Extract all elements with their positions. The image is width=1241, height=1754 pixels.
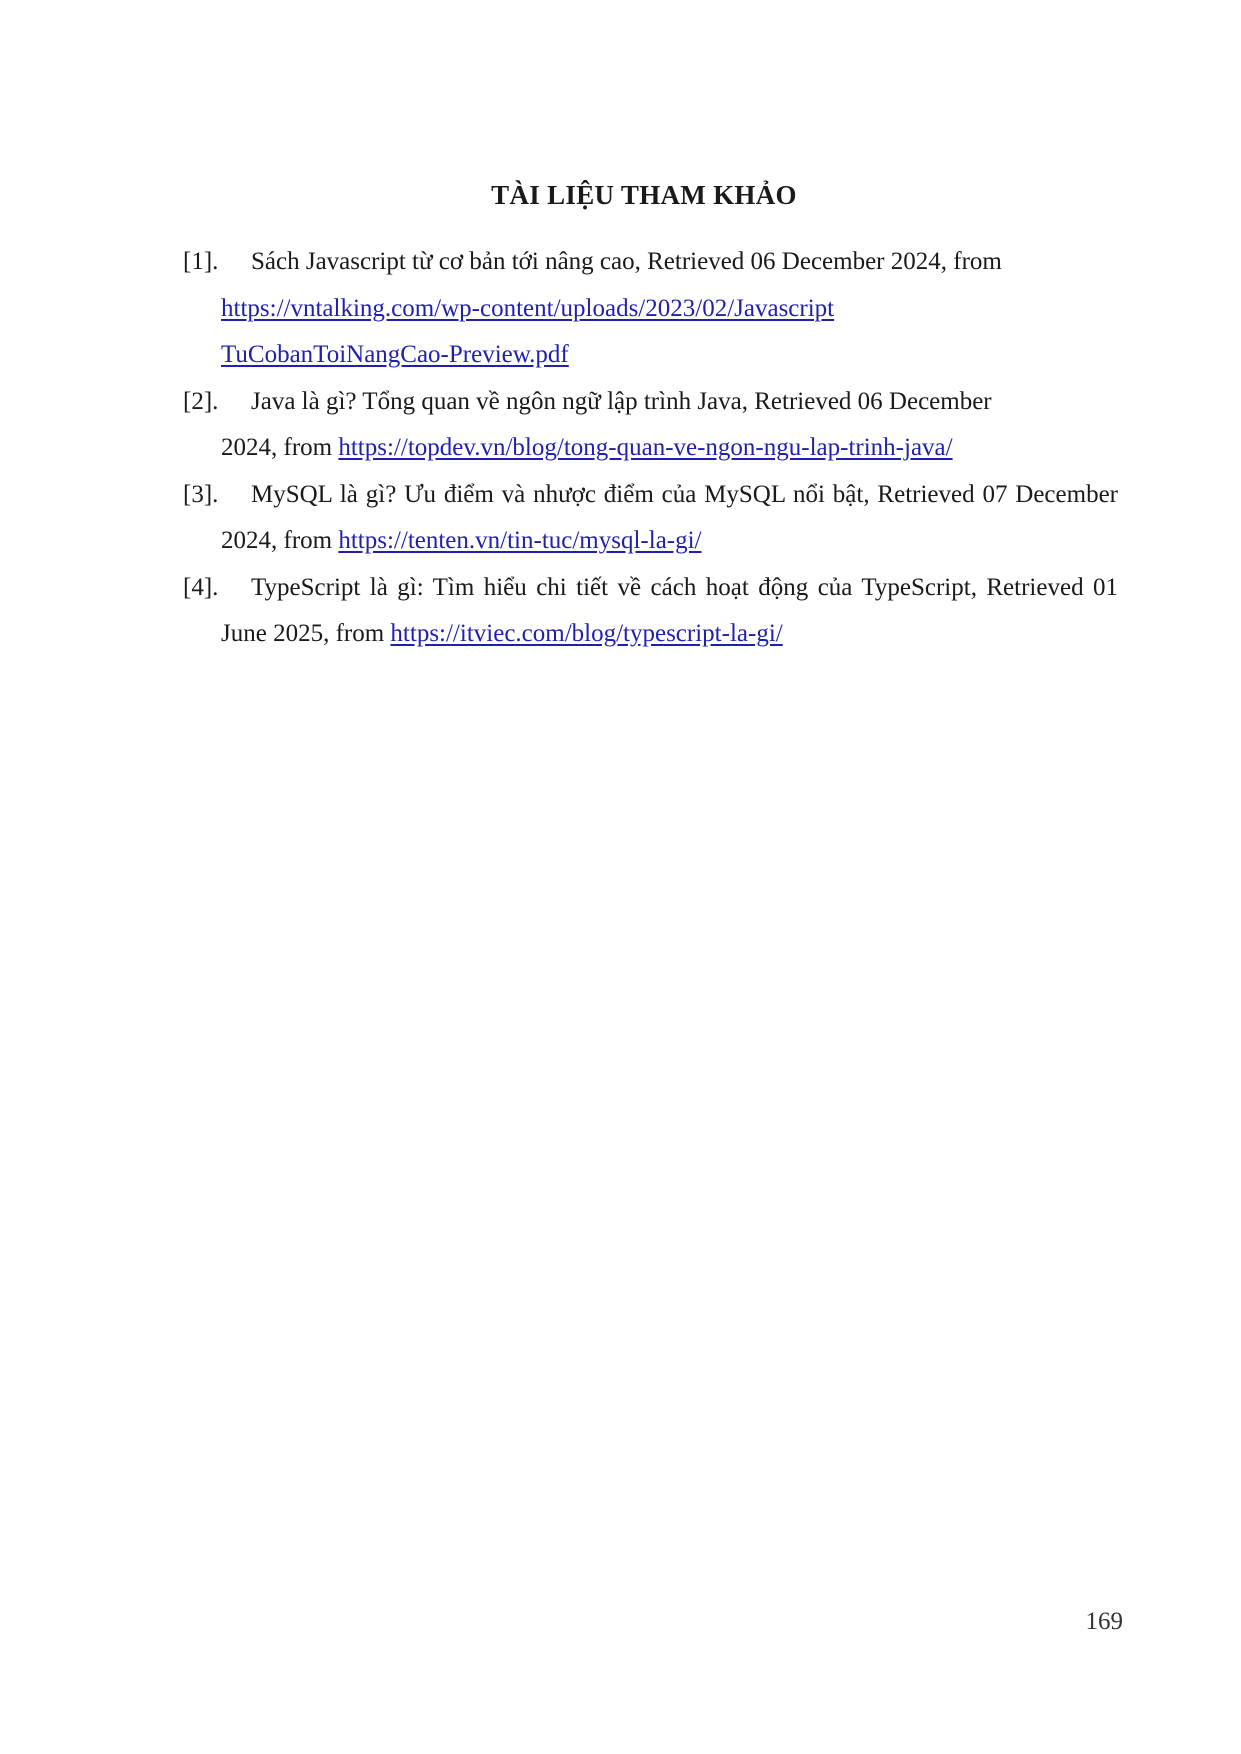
page-title: TÀI LIỆU THAM KHẢO <box>491 180 797 210</box>
reference-item-3 <box>183 472 1118 565</box>
reference-text: TypeScript là gì: Tìm hiểu chi tiết về cách hoạt động của TypeScript, Retrieved 01 June 2025, from <box>221 573 1118 647</box>
reference-item-1 <box>183 239 1118 379</box>
reference-item-2 <box>183 379 1118 472</box>
reference-text-continued: 2024, from <box>221 434 333 461</box>
reference-number: [3]. <box>183 480 219 508</box>
reference-text: MySQL là gì? Ưu điểm và nhược điểm của MySQL nổi bật, Retrieved 07 December 2024, from <box>221 480 1118 554</box>
reference-link[interactable]: https://tenten.vn/tin-tuc/mysql-la-gi/ <box>338 527 702 554</box>
reference-number: [4]. <box>183 573 219 601</box>
reference-text: Java là gì? Tổng quan về ngôn ngữ lập trình Java, Retrieved 06 December <box>251 387 992 415</box>
reference-text: Sách Javascript từ cơ bản tới nâng cao, Retrieved 06 December 2024, from <box>251 248 1002 275</box>
reference-number: [2]. <box>183 387 219 415</box>
reference-item-4 <box>183 565 1118 658</box>
reference-link-part-1: https://vntalking.com/wp-content/uploads/2023/02/Javascript <box>221 294 835 322</box>
reference-number: [1]. <box>183 248 219 275</box>
reference-list <box>183 239 1118 658</box>
page-number: 169 <box>1085 1608 1123 1635</box>
reference-link-part-2: TuCobanToiNangCao-Preview.pdf <box>221 341 569 368</box>
reference-link[interactable]: https://itviec.com/blog/typescript-la-gi/ <box>390 620 783 647</box>
reference-link[interactable] <box>221 295 834 369</box>
reference-link[interactable]: https://topdev.vn/blog/tong-quan-ve-ngon-ngu-lap-trinh-java/ <box>338 434 953 461</box>
